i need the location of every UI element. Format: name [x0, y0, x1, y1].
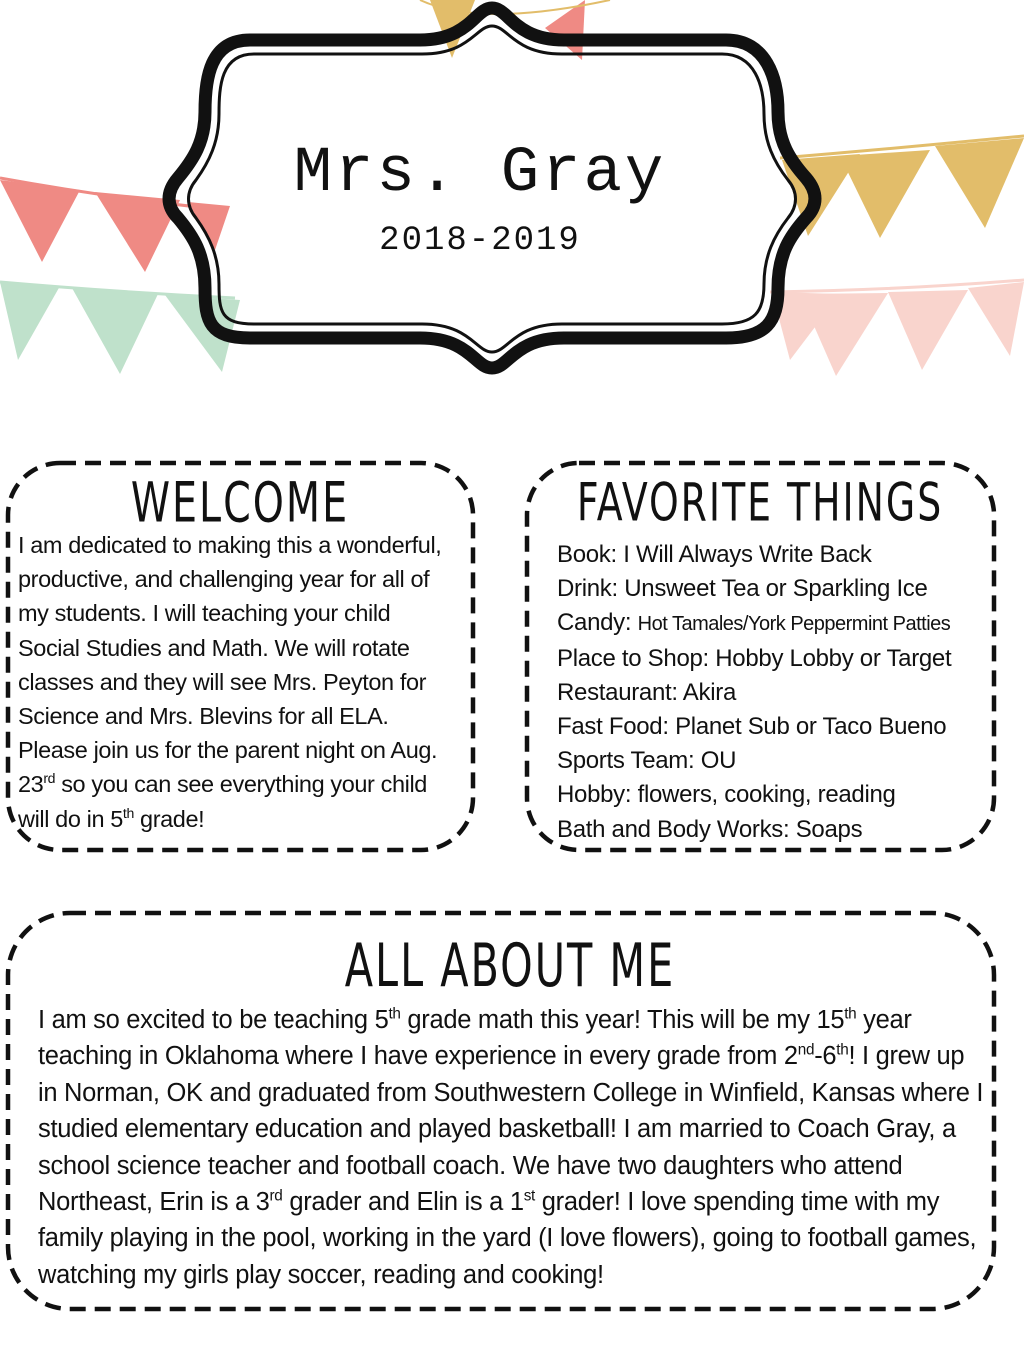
favorite-hobby: Hobby: flowers, cooking, reading — [557, 781, 896, 809]
teacher-name: Mrs. Gray — [293, 138, 667, 210]
favorite-fast-food: Fast Food: Planet Sub or Taco Bueno — [557, 713, 947, 741]
pennant-mint — [0, 282, 60, 360]
favorite-restaurant: Restaurant: Akira — [557, 678, 736, 706]
about-paragraph: I am so excited to be teaching 5th grade math this year! This will be my 15th year teaching in Oklahoma where I have experience in every grade from 2nd-6th! I grew up in Norman, OK and graduated from Southwestern College in Winfield, Kansas where I studied elementary education and played basketball! I am married to Coach Gray, a school science teacher and football coach. We have two daughters who attend Northeast, Erin is a 3rd grader and Elin is a 1st grader! I love spending time with my family playing in the pool, working in the yard (I love flowers), going to football games, watching my girls play soccer, reading and cooking! — [38, 1005, 984, 1289]
pennant-blush — [968, 282, 1024, 356]
pennant-gold — [840, 150, 930, 238]
school-year: 2018-2019 — [379, 222, 581, 260]
about-heading: ALL ABOUT ME — [344, 929, 676, 1001]
favorites-heading: FAVORITE THINGS — [576, 471, 944, 534]
pennant-coral — [0, 180, 80, 262]
favorite-shop: Place to Shop: Hobby Lobby or Target — [557, 644, 952, 672]
welcome-heading: WELCOME — [130, 471, 350, 536]
bunting-right-blush — [770, 280, 1024, 376]
favorite-drink: Drink: Unsweet Tea or Sparkling Ice — [557, 575, 928, 603]
favorite-bath-body: Bath and Body Works: Soaps — [557, 815, 863, 843]
pennant-blush — [888, 290, 968, 370]
favorites-list — [557, 538, 989, 847]
favorite-book: Book: I Will Always Write Back — [557, 541, 872, 568]
pennant-mint — [72, 288, 158, 374]
pennant-blush — [800, 293, 888, 376]
welcome-paragraph: I am dedicated to making this a wonderful, productive, and challenging year for all of my students. I will teaching your child Social Studies and Math. We will rotate classes and they will see Mrs. Peyton for Science and Mrs. Blevins for all ELA. Please join us for the parent night on Aug. 23rd so you can see everything your child will do in 5th grade! — [18, 532, 442, 832]
favorite-sports-team: Sports Team: OU — [557, 747, 737, 775]
pennant-gold — [935, 138, 1024, 228]
favorite-candy: Candy: Hot Tamales/York Peppermint Patties — [557, 609, 951, 637]
